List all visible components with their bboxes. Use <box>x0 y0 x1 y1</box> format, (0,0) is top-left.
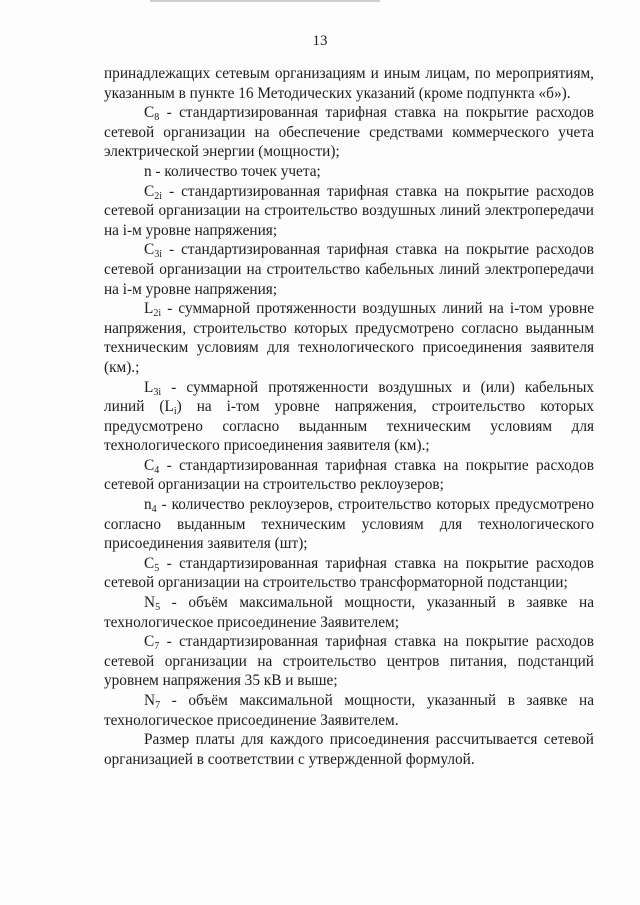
paragraph-text: L <box>144 378 154 396</box>
paragraph <box>104 103 594 162</box>
paragraph-text: N <box>144 692 156 709</box>
paragraph <box>104 378 594 456</box>
paragraph-text: С <box>144 554 155 572</box>
subscript-index: 2i <box>153 308 162 320</box>
subscript-index: 4 <box>151 504 157 516</box>
paragraph-text: - стандартизированная тарифная ставка на покрытие расходов сетевой организации на строительство кабельных линий электропередачи на i-м уровне напряжения; <box>104 241 594 298</box>
paragraph-text: - стандартизированная тарифная ставка на покрытие расходов сетевой организации на строительство воздушных линий электропередачи на i-м уровне напряжения; <box>104 182 594 239</box>
paragraph-text: принадлежащих сетевым организациям и иным лицам, по мероприятиям, указанным в пункте 16 Методических указаний (кроме подпункта «б»). <box>104 65 594 102</box>
subscript-index: 4 <box>154 464 160 476</box>
paragraph-text: - стандартизированная тарифная ставка на покрытие расходов сетевой организации на строительство трансформаторной подстанции; <box>104 554 594 592</box>
subscript-index: 2i <box>154 190 162 202</box>
paragraph <box>104 730 594 769</box>
paragraph-text: - объём максимальной мощности, указанный в заявке на технологическое присоединение Заявителем; <box>104 594 594 631</box>
paragraph <box>104 456 594 495</box>
paragraph-text: n <box>144 496 152 514</box>
paragraph-text: n - количество точек учета; <box>144 162 321 180</box>
document-body <box>104 64 594 769</box>
subscript-index: 5 <box>154 562 160 574</box>
scan-artifact-line <box>150 0 380 2</box>
paragraph <box>104 495 594 554</box>
paragraph <box>104 64 594 103</box>
paragraph-text: - стандартизированная тарифная ставка на покрытие расходов сетевой организации на обеспечение средствами коммерческого учета электрической энергии (мощности); <box>104 104 594 161</box>
subscript-index: 3i <box>154 249 162 261</box>
paragraph <box>104 162 594 182</box>
paragraph-text: N <box>144 594 156 612</box>
paragraph <box>104 593 594 632</box>
subscript-index: 5 <box>155 602 161 614</box>
paragraph-text: - количество реклоузеров, строительство которых предусмотрено согласно выданным техническим условиям для технологического присоединения заявителя (шт); <box>104 496 594 553</box>
subscript-index: 3i <box>153 386 162 398</box>
paragraph-text: С <box>144 633 155 651</box>
paragraph-text: Размер платы для каждого присоединения рассчитывается сетевой организацией в соответствии с утвержденной формулой. <box>104 731 594 768</box>
subscript-index: i <box>173 406 177 418</box>
paragraph <box>104 299 594 377</box>
paragraph <box>104 240 594 299</box>
subscript-index: 8 <box>154 112 160 124</box>
page-number: 13 <box>312 33 328 49</box>
paragraph-text: С <box>144 182 155 200</box>
paragraph-text: - стандартизированная тарифная ставка на покрытие расходов сетевой организации на строительство центров питания, подстанций уровнем напряжения 35 кВ и выше; <box>104 633 594 690</box>
paragraph-text: L <box>144 300 154 318</box>
paragraph-text: - стандартизированная тарифная ставка на покрытие расходов сетевой организации на строительство реклоузеров; <box>104 456 594 494</box>
paragraph-text: С <box>144 456 155 474</box>
paragraph <box>104 182 594 241</box>
subscript-index: 7 <box>154 641 160 653</box>
paragraph-text: - суммарной протяженности воздушных линий на i-том уровне напряжения, строительство которых предусмотрено согласно выданным техническим условиям для технологического присоединения заявителя (км).; <box>104 300 594 376</box>
paragraph-text: С <box>144 104 155 122</box>
paragraph-text: С <box>144 241 155 259</box>
subscript-index: 7 <box>155 700 161 711</box>
paragraph <box>104 554 594 593</box>
paragraph-text: - объём максимальной мощности, указанный в заявке на технологическое присоединение Заявителем. <box>104 692 594 729</box>
paragraph <box>104 691 594 730</box>
paragraph <box>104 632 594 691</box>
paragraph-text: ) на i-том уровне напряжения, строительство которых предусмотрено согласно выданным техническим условиям для технологического присоединения заявителя (км).; <box>104 398 595 455</box>
paragraph-text: - суммарной протяженности воздушных и (или) кабельных линий (L <box>104 378 594 416</box>
